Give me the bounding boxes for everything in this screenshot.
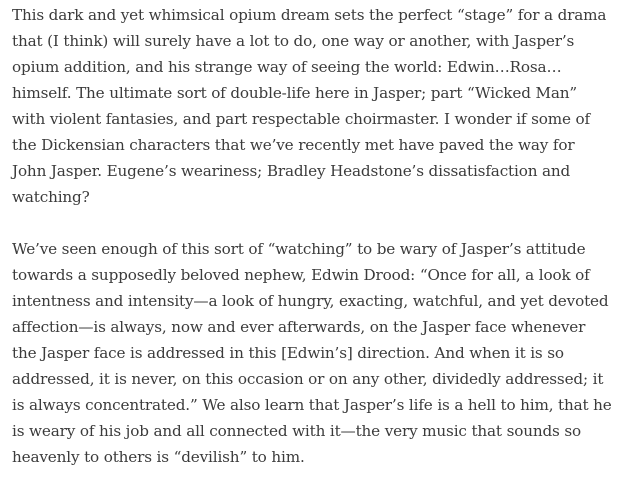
- paragraph-1: This dark and yet whimsical opium dream sets the perfect “stage” for a drama that (I think) will surely have a lot to do, one way or another, with Jasper’s opium addition, and his strange way of seeing the world: Edwin…Rosa…himself. The ultimate sort of double-life here in Jasper; part “Wicked Man” with violent fantasies, and part respectable choirmaster. I wonder if some of the Dickensian characters that we’ve recently met have paved the way for John Jasper. Eugene’s weariness; Bradley Headstone’s dissatisfaction and watching?: [12, 6, 607, 206]
- article-body: [12, 2, 613, 496]
- paragraph-2: We’ve seen enough of this sort of “watching” to be wary of Jasper’s attitude towards a supposedly beloved nephew, Edwin Drood: “Once for all, a look of intentness and intensity—a look of hungry, exacting, watchful, and yet devoted affection—is always, now and ever afterwards, on the Jasper face whenever the Jasper face is addressed in this [Edwin’s] direction. And when it is so addressed, it is never, on this occasion or on any other, dividedly addressed; it is always concentrated.” We also learn that Jasper’s life is a hell to him, that he is weary of his job and all connected with it—the very music that sounds so heavenly to others is “devilish” to him.: [12, 240, 612, 466]
